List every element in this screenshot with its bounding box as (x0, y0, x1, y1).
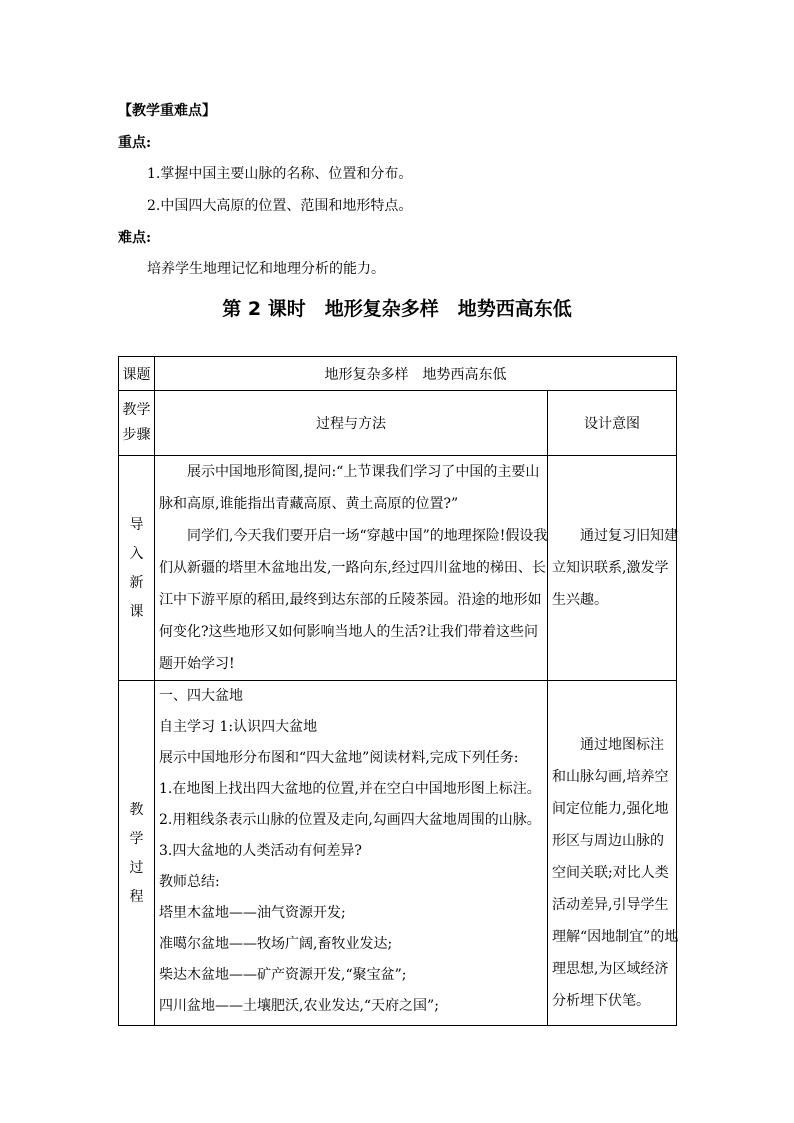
teaching-process-cell (155, 681, 548, 1026)
intro-process-line-4: 们从新疆的塔里木盆地出发,一路向东,经过四川盆地的梯田、长 (159, 560, 546, 576)
lesson-table (118, 356, 677, 1026)
teaching-intent-line-8: 理思想,为区域经济 (552, 961, 669, 977)
intro-process-line-7: 题开始学习! (159, 656, 235, 672)
intro-process-cell (155, 456, 548, 681)
teaching-intent-line-3: 间定位能力,强化地 (552, 801, 669, 817)
intro-label-char-2: 入 (129, 545, 144, 562)
intro-intent-line-3: 生兴趣。 (552, 592, 608, 608)
key-point-1: 1.掌握中国主要山脉的名称、位置和分布。 (147, 166, 413, 182)
teaching-row (119, 681, 677, 1026)
header-row (119, 391, 677, 456)
topic-row (119, 357, 677, 391)
teaching-intent-line-7: 理解“因地制宜”的地 (552, 929, 679, 945)
intro-process-line-1: 展示中国地形简图,提问:“上节课我们学习了中国的主要山 (187, 464, 540, 480)
intro-label-char-1: 导 (129, 516, 144, 533)
teaching-intent-line-9: 分析埋下伏笔。 (552, 993, 650, 1009)
teaching-process-line-6: 3.四大盆地的人类活动有何差异? (159, 843, 362, 859)
teaching-label-cell (119, 681, 155, 1026)
teaching-process-line-7: 教师总结: (159, 874, 220, 890)
difficulty-point-1: 培养学生地理记忆和地理分析的能力。 (147, 261, 385, 277)
teaching-process-line-10: 柴达木盆地——矿产资源开发,“聚宝盆”; (159, 967, 407, 983)
teaching-process-line-11: 四川盆地——土壤肥沃,农业发达,“天府之国”; (159, 998, 439, 1014)
intro-intent-line-2: 立知识联系,激发学 (552, 560, 669, 576)
intro-process-line-6: 何变化?这些地形又如何影响当地人的生活?让我们带着这些问 (159, 624, 539, 640)
intro-process-line-3: 同学们,今天我们要开启一场“穿越中国”的地理探险!假设我 (187, 528, 548, 544)
topic-label: 课题 (119, 357, 155, 391)
intro-label-cell (119, 456, 155, 681)
lesson-title: 第 2 课时 地形复杂多样 地势西高东低 (222, 298, 572, 320)
intro-row (119, 456, 677, 681)
steps-label-cell (119, 391, 155, 456)
teaching-intent-line-1: 通过地图标注 (580, 737, 664, 753)
teaching-process-line-8: 塔里木盆地——油气资源开发; (159, 905, 346, 921)
key-points-label: 重点: (118, 135, 152, 151)
intro-label-char-4: 课 (129, 603, 144, 620)
topic-value: 地形复杂多样 地势西高东低 (155, 357, 677, 391)
teaching-process-line-3: 展示中国地形分布图和“四大盆地”阅读材料,完成下列任务: (159, 750, 519, 766)
intro-intent-line-1: 通过复习旧知建 (580, 528, 678, 544)
teaching-label-char-3: 过 (129, 859, 144, 876)
teaching-label-char-1: 教 (129, 801, 144, 818)
steps-label-line-2: 步骤 (122, 427, 151, 443)
teaching-label-char-4: 程 (129, 888, 144, 905)
teaching-intent-cell (548, 681, 677, 1026)
teaching-process-line-2: 自主学习 1:认识四大盆地 (159, 719, 318, 735)
section-title: 【教学重难点】 (118, 103, 216, 119)
teaching-process-line-5: 2.用粗线条表示山脉的位置及走向,勾画四大盆地周围的山脉。 (159, 812, 541, 828)
key-point-2: 2.中国四大高原的位置、范围和地形特点。 (147, 198, 413, 214)
teaching-intent-line-5: 空间关联;对比人类 (552, 865, 669, 881)
teaching-label-char-2: 学 (129, 830, 144, 847)
intent-header: 设计意图 (548, 391, 677, 456)
steps-label-line-1: 教学 (122, 402, 151, 418)
process-header: 过程与方法 (155, 391, 548, 456)
teaching-process-line-1: 一、四大盆地 (159, 688, 243, 704)
teaching-intent-line-2: 和山脉勾画,培养空 (552, 769, 669, 785)
intro-process-line-2: 脉和高原,谁能指出青藏高原、黄土高原的位置?” (159, 496, 459, 512)
intro-intent-cell (548, 456, 677, 681)
teaching-intent-line-4: 形区与周边山脉的 (552, 833, 664, 849)
intro-label-char-3: 新 (129, 574, 144, 591)
intro-process-line-5: 江中下游平原的稻田,最终到达东部的丘陵茶园。沿途的地形如 (159, 592, 542, 608)
teaching-process-line-4: 1.在地图上找出四大盆地的位置,并在空白中国地形图上标注。 (159, 781, 541, 797)
difficulty-label: 难点: (118, 230, 152, 246)
teaching-process-line-9: 准噶尔盆地——牧场广阔,畜牧业发达; (159, 936, 393, 952)
teaching-intent-line-6: 活动差异,引导学生 (552, 897, 669, 913)
